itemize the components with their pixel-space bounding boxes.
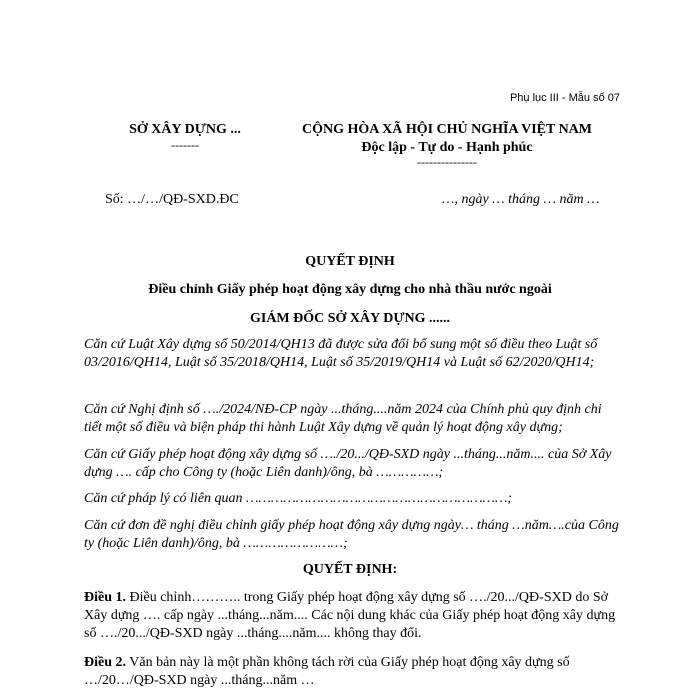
appendix-label: Phụ lục III - Mẫu số 07 xyxy=(509,92,620,104)
national-motto: Độc lập - Tự do - Hạnh phúc xyxy=(361,140,533,155)
agency-underline: ------- xyxy=(171,138,199,152)
authority-heading: GIÁM ĐỐC SỞ XÂY DỰNG ...... xyxy=(249,311,450,326)
article-1 xyxy=(84,589,619,643)
decision-heading: QUYẾT ĐỊNH: xyxy=(302,562,398,577)
legal-basis-3: Căn cứ Giấy phép hoạt động xây dựng số …./20.../QĐ-SXD ngày ...tháng...năm.... của Sở Xây dựng …. cấp cho Công ty (hoặc Liên danh)/ông, bà ……………; xyxy=(84,447,612,480)
document-title: QUYẾT ĐỊNH xyxy=(305,254,395,269)
legal-basis-4: Căn cứ pháp lý có liên quan ………………………………………………………; xyxy=(84,491,513,506)
document-subtitle: Điều chỉnh Giấy phép hoạt động xây dựng cho nhà thầu nước ngoài xyxy=(148,282,552,297)
national-title: CỘNG HÒA XÃ HỘI CHỦ NGHĨA VIỆT NAM xyxy=(301,122,592,137)
article-2 xyxy=(84,654,619,690)
article-2-text: Văn bản này là một phần không tách rời của Giấy phép hoạt động xây dựng số …/20…/QĐ-SXD ngày ...tháng...năm … xyxy=(84,655,570,688)
motto-underline: --------------- xyxy=(417,155,477,169)
document-date: …, ngày … tháng … năm … xyxy=(442,192,600,207)
article-1-label: Điều 1. xyxy=(84,590,126,605)
article-1-text: Điều chỉnh……….. trong Giấy phép hoạt động xây dựng số …./20.../QĐ-SXD do Sở Xây dựng …. cấp ngày ...tháng...năm.... Các nội dung khác của Giấy phép hoạt động xây dựng số …./20.../QĐ-SXD ngày ...tháng....năm.... không thay đổi. xyxy=(84,590,616,641)
legal-basis-5: Căn cứ đơn đề nghị điều chỉnh giấy phép hoạt động xây dựng ngày… tháng …năm….của Công ty (hoặc Liên danh)/ông, bà ……………………; xyxy=(84,518,619,551)
issuing-agency: SỞ XÂY DỰNG ... xyxy=(129,122,241,137)
article-2-label: Điều 2. xyxy=(84,655,126,670)
document-number: Số: …/…/QĐ-SXD.ĐC xyxy=(105,192,239,207)
legal-basis-2: Căn cứ Nghị định số …./2024/NĐ-CP ngày ...tháng....năm 2024 của Chính phủ quy định chi tiết một số điều và biện pháp thi hành Luật Xây dựng về quản lý hoạt động xây dựng; xyxy=(84,402,602,435)
legal-basis-1: Căn cứ Luật Xây dựng số 50/2014/QH13 đã được sửa đổi bổ sung một số điều theo Luật số 03/2016/QH14, Luật số 35/2018/QH14, Luật số 35/2019/QH14 và Luật số 62/2020/QH14; xyxy=(84,337,598,370)
